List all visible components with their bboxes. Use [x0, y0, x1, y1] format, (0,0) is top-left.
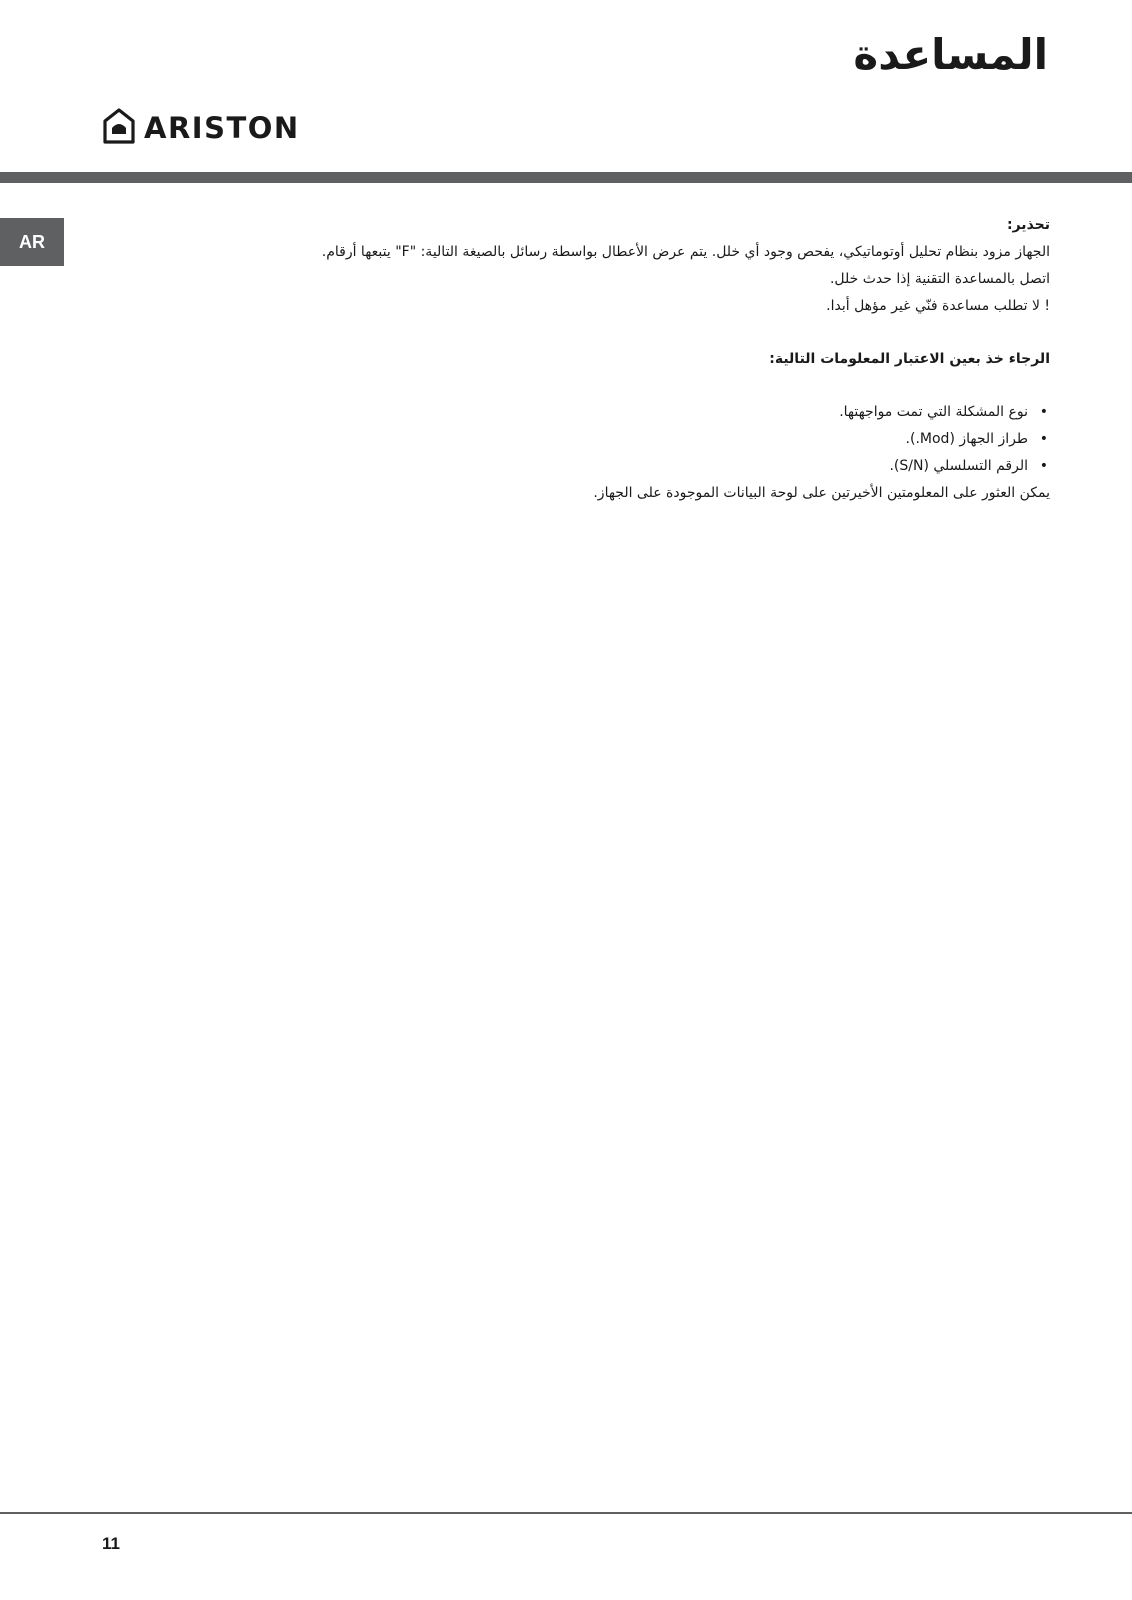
brand-name: ARISTON	[144, 111, 300, 145]
page-title: المساعدة	[853, 30, 1048, 79]
info-note: يمكن العثور على المعلومتين الأخيرتين على لوحة البيانات الموجودة على الجهاز.	[593, 485, 1050, 501]
brand-logo	[102, 108, 300, 148]
list-item: • نوع المشكلة التي تمت مواجهتها.	[290, 399, 1050, 426]
info-list	[290, 399, 1050, 480]
warning-text-2: اتصل بالمساعدة التقنية إذا حدث خلل.	[829, 271, 1050, 287]
language-tab: AR	[0, 218, 64, 266]
warning-text-3: ! لا تطلب مساعدة فنّي غير مؤهل أبدا.	[826, 298, 1050, 314]
header-bar	[0, 172, 1132, 183]
warning-text-1: الجهاز مزود بنظام تحليل أوتوماتيكي، يفحص وجود أي خلل. يتم عرض الأعطال بواسطة رسائل بالصيغة التالية: "F" يتبعها أرقام.	[321, 244, 1050, 260]
house-logo-icon	[102, 107, 136, 149]
footer-divider	[0, 1512, 1132, 1514]
warning-heading: تحذير:	[1007, 217, 1050, 233]
info-heading: الرجاء خذ بعين الاعتبار المعلومات التالية:	[769, 351, 1050, 367]
list-item: • طراز الجهاز (Mod.).	[290, 426, 1050, 453]
list-item: • الرقم التسلسلي (S/N).	[290, 453, 1050, 480]
help-content	[290, 212, 1050, 507]
page-number: 11	[102, 1534, 120, 1553]
